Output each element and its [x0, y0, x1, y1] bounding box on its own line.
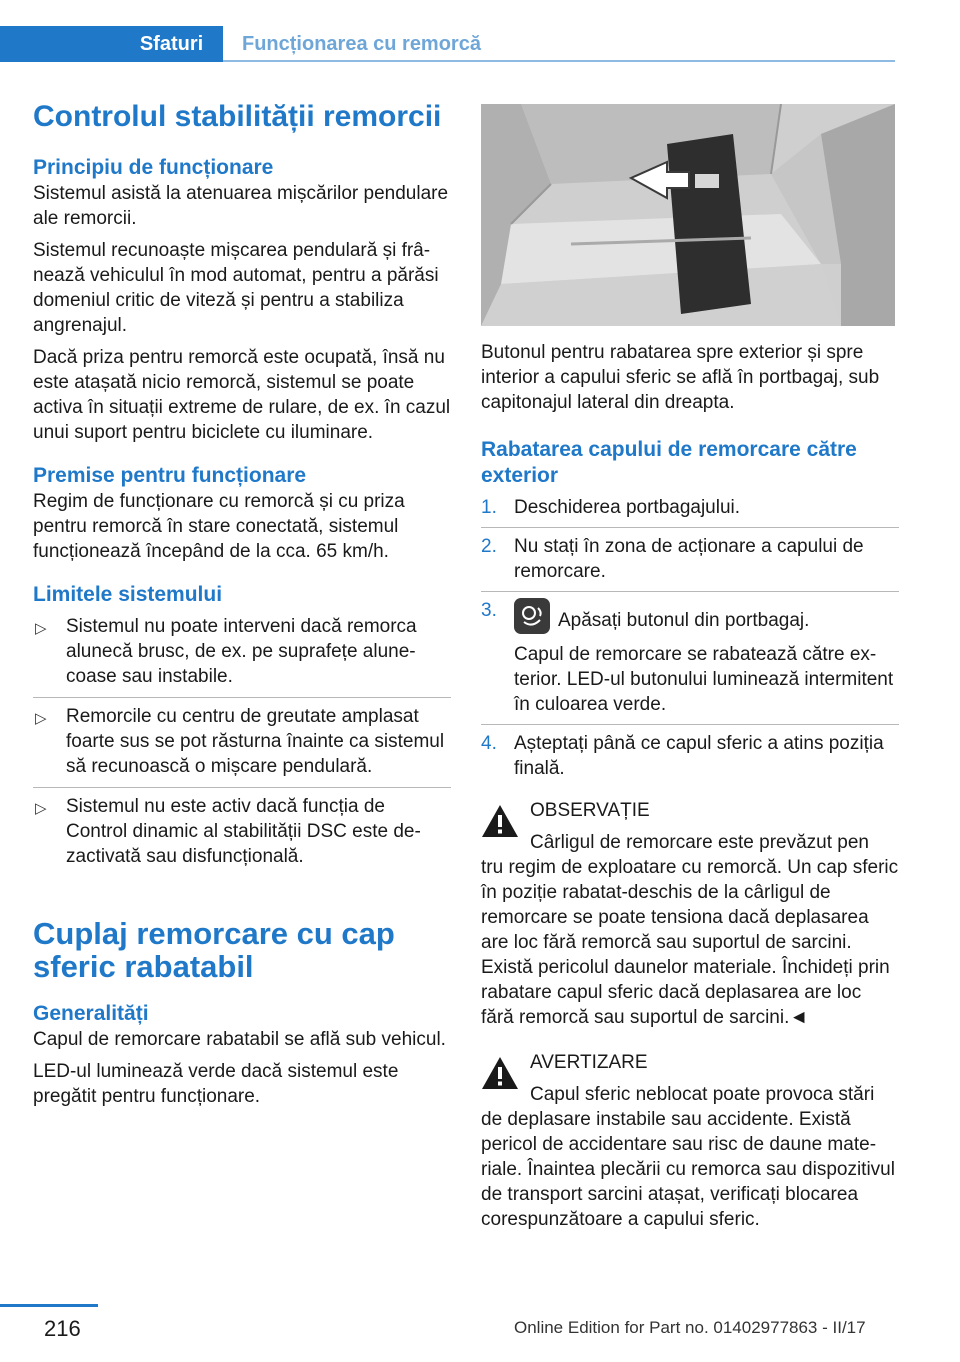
limits-list — [33, 614, 451, 877]
triangle-bullet-icon: ▷ — [35, 620, 47, 637]
header-accent-bar — [0, 26, 120, 62]
text-general-2: LED-ul luminează verde dacă sistemul este pregătit pentru funcționare. — [33, 1061, 399, 1107]
figure-caption: Butonul pentru rabatarea spre exterior și spre interior a capului sferic se află în portbagaj, sub capitonajul lateral din dreapta. — [481, 342, 880, 413]
heading-trailer-stability: Controlul stabilității remorcii — [33, 100, 442, 133]
heading-premises: Premise pentru funcționare — [33, 464, 307, 487]
header-underline — [223, 60, 895, 62]
page-header — [0, 0, 960, 62]
triangle-bullet-icon: ▷ — [35, 800, 47, 817]
warning-text-first: Capul sferic neblocat poate provoca stări — [530, 1084, 875, 1105]
text-principle-3: Dacă priza pentru remorcă este ocupată, însă nu este atașată nicio remorcă, sistemul se poate activa în situații extreme de rulare, de ex. în cazul unui suport pentru biciclete cu iluminare. — [33, 347, 451, 443]
heading-coupling: Cuplaj remorcare cu cap sferic rabatabil — [33, 916, 395, 984]
list-item: ▷ Sistemul nu este activ dacă funcția de Control dinamic al stabilității DSC este dezactivată sau disfuncțională. — [35, 796, 421, 867]
notice-text-first: Cârligul de remorcare este prevăzut pen — [530, 832, 870, 853]
heading-fold-out: Rabatarea capului de remorcare către exterior — [481, 438, 857, 487]
trunk-photo — [481, 104, 895, 326]
list-item: 1. Deschiderea portbagajului. — [481, 495, 899, 528]
left-column — [33, 100, 451, 1109]
trunk-button-icon — [514, 598, 550, 634]
text-general-1: Capul de remorcare rabatabil se află sub vehicul. — [33, 1029, 446, 1050]
footer-accent-line — [0, 1304, 98, 1307]
right-column — [481, 104, 899, 1232]
triangle-bullet-icon: ▷ — [35, 710, 47, 727]
header-chapter-tab[interactable]: Funcționarea cu remorcă — [242, 32, 481, 55]
heading-limits: Limitele sistemului — [33, 583, 223, 606]
list-item: 2. Nu stați în zona de acționare a capului de remorcare. — [481, 534, 899, 592]
list-item: 3. Apăsați butonul din portbagaj. Capul de remorcare se rabatează către exterior. LED-ul butonului luminează intermitent în culoarea verde. — [481, 598, 899, 725]
trunk-illustration — [481, 104, 895, 326]
notice-text: tru regim de exploatare cu remorcă. Un cap sferic în poziție rabatat-deschis de la cârligul de remorcare se poate tensiona dacă deplasarea are loc fără remorcă sau suportul de sarcini. Există pericolul daunelor materiale. Închideți prin rabatare capul sferic dacă deplasarea are loc fără remorcă sau suportul de sarcini.◄ — [481, 857, 899, 1028]
text-principle-2: Sistemul recunoaște mișcarea pendulară și frânează vehiculul în mod automat, pentru a părăsi domeniul critic de viteză și pentru a stabiliza angrenajul. — [33, 240, 439, 336]
footer-edition: Online Edition for Part no. 01402977863 - II/17 — [514, 1318, 866, 1337]
text-premises: Regim de funcționare cu remorcă și cu priza pentru remorcă în stare conectată, sistemul funcționează începând de la cca. 65 km/h. — [33, 491, 405, 562]
steps-list — [481, 495, 899, 788]
warning-title: AVERTIZARE — [530, 1052, 648, 1073]
notice-box — [481, 798, 899, 1030]
warning-triangle-icon — [481, 804, 519, 838]
list-item: ▷ Remorcile cu centru de greutate amplasat foarte sus se pot răsturna înainte ca sistemul să recunoască o mișcare pendulară. — [33, 704, 451, 788]
notice-title: OBSERVAȚIE — [530, 800, 650, 821]
warning-text: de deplasare instabile sau accidente. Există pericol de accidentare sau risc de daune materiale. Înaintea plecării cu remorca sau dispozitivul de transport sarcini atașat, verificați blocarea corespunzătoare a capului sferic. — [481, 1109, 895, 1230]
page-number: 216 — [44, 1316, 81, 1341]
header-section-tab[interactable]: Sfaturi — [120, 26, 223, 62]
heading-general: Generalități — [33, 1002, 149, 1025]
warning-box — [481, 1050, 899, 1232]
list-item: 4. Așteptați până ce capul sferic a atins poziția finală. — [481, 733, 884, 779]
heading-principle: Principiu de funcționare — [33, 156, 274, 179]
list-item: ▷ Sistemul nu poate interveni dacă remorca alunecă brusc, de ex. pe suprafețe alunecoase sau instabile. — [33, 614, 451, 698]
warning-triangle-icon — [481, 1056, 519, 1090]
text-principle-1: Sistemul asistă la atenuarea mișcărilor pendulare ale remorcii. — [33, 183, 449, 229]
